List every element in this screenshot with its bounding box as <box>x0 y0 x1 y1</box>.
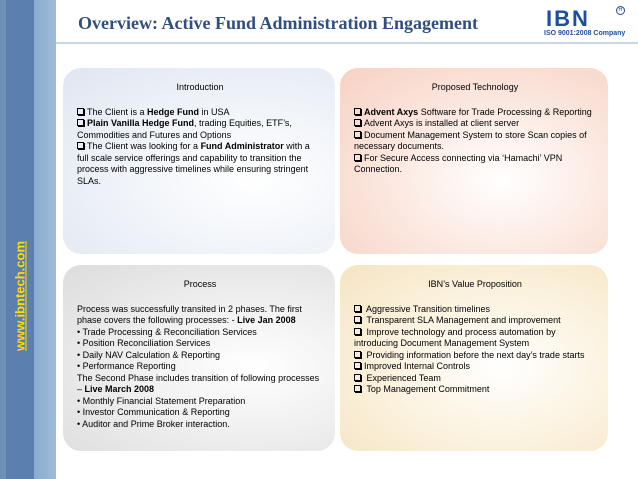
checkbox-bullet-icon <box>354 119 361 126</box>
website-link[interactable]: www.ibntech.com <box>12 240 28 352</box>
list-item: • Trade Processing & Reconciliation Services <box>77 326 257 337</box>
list-item: • Monthly Financial Statement Preparation <box>77 395 246 406</box>
list-item: • Daily NAV Calculation & Reporting <box>77 349 221 360</box>
process-phase2: The Second Phase includes transition of following processes – Live March 2008 <box>77 372 320 394</box>
list-item: Advent Axys is installed at client server <box>354 118 596 130</box>
list-item: • Performance Reporting <box>77 361 176 371</box>
logo-text: IBN <box>546 6 590 31</box>
introduction-title: Introduction <box>176 82 224 92</box>
list-item: Plain Vanilla Hedge Fund, trading Equities, ETF’s, Commodities and Futures and Options <box>77 118 292 140</box>
introduction-card <box>63 68 335 254</box>
proposed-technology-title: Proposed Technology <box>431 82 519 92</box>
list-item: Advent Axys Software for Trade Processing & Reporting <box>354 107 596 119</box>
checkbox-bullet-icon <box>77 142 84 149</box>
checkbox-bullet-icon <box>354 305 361 312</box>
checkbox-bullet-icon <box>354 362 361 369</box>
checkbox-bullet-icon <box>77 119 84 126</box>
list-item: Improve technology and process automation by introducing Document Management System <box>354 326 556 348</box>
checkbox-bullet-icon <box>354 385 361 392</box>
list-item: Aggressive Transition timelines <box>354 304 596 316</box>
checkbox-bullet-icon <box>354 351 361 358</box>
process-intro: Process was successfully transited in 2 phases. The first phase covers the following processes: - Live Jan 2008 <box>77 303 302 325</box>
checkbox-bullet-icon <box>354 154 361 161</box>
list-item: • Auditor and Prime Broker interaction. <box>77 418 230 429</box>
registered-mark: R <box>616 6 625 15</box>
side-bar <box>0 0 56 479</box>
proposed-technology-card <box>340 68 608 254</box>
checkbox-bullet-icon <box>77 108 84 115</box>
checkbox-bullet-icon <box>354 108 361 115</box>
list-item: Experienced Team <box>354 373 596 385</box>
checkbox-bullet-icon <box>354 328 361 335</box>
list-item: Improved Internal Controls <box>354 361 596 373</box>
list-item: Transparent SLA Management and improvement <box>354 315 596 327</box>
side-stripe <box>6 0 34 479</box>
list-item: For Secure Access connecting via ‘Hamachi’ VPN Connection. <box>354 152 563 174</box>
list-item: Top Management Commitment <box>354 384 596 396</box>
process-title: Process <box>183 279 217 289</box>
checkbox-bullet-icon <box>354 374 361 381</box>
iso-text: ISO 9001:2008 Company <box>544 30 626 37</box>
value-proposition-list <box>354 304 596 396</box>
list-item: Providing information before the next day’s trade starts <box>354 350 596 362</box>
list-item: • Investor Communication & Reporting <box>77 407 230 417</box>
list-item: Document Management System to store Scan copies of necessary documents. <box>354 129 587 151</box>
process-card <box>63 265 335 451</box>
list-item: The Client was looking for a Fund Administrator with a full scale service offerings and capability to transition the process with aggressive timelines while ensuring stringent SLAs. <box>77 141 310 186</box>
list-item: • Position Reconciliation Services <box>77 338 211 348</box>
checkbox-bullet-icon <box>354 131 361 138</box>
ibn-logo <box>534 6 634 40</box>
page-title: Overview: Active Fund Administration Engagement <box>78 13 478 33</box>
list-item: The Client is a Hedge Fund in USA <box>77 107 323 119</box>
proposed-technology-list <box>354 107 596 176</box>
checkbox-bullet-icon <box>354 316 361 323</box>
introduction-list <box>77 107 323 188</box>
value-proposition-card <box>340 265 608 451</box>
value-proposition-title: IBN’s Value Proposition <box>428 279 522 289</box>
